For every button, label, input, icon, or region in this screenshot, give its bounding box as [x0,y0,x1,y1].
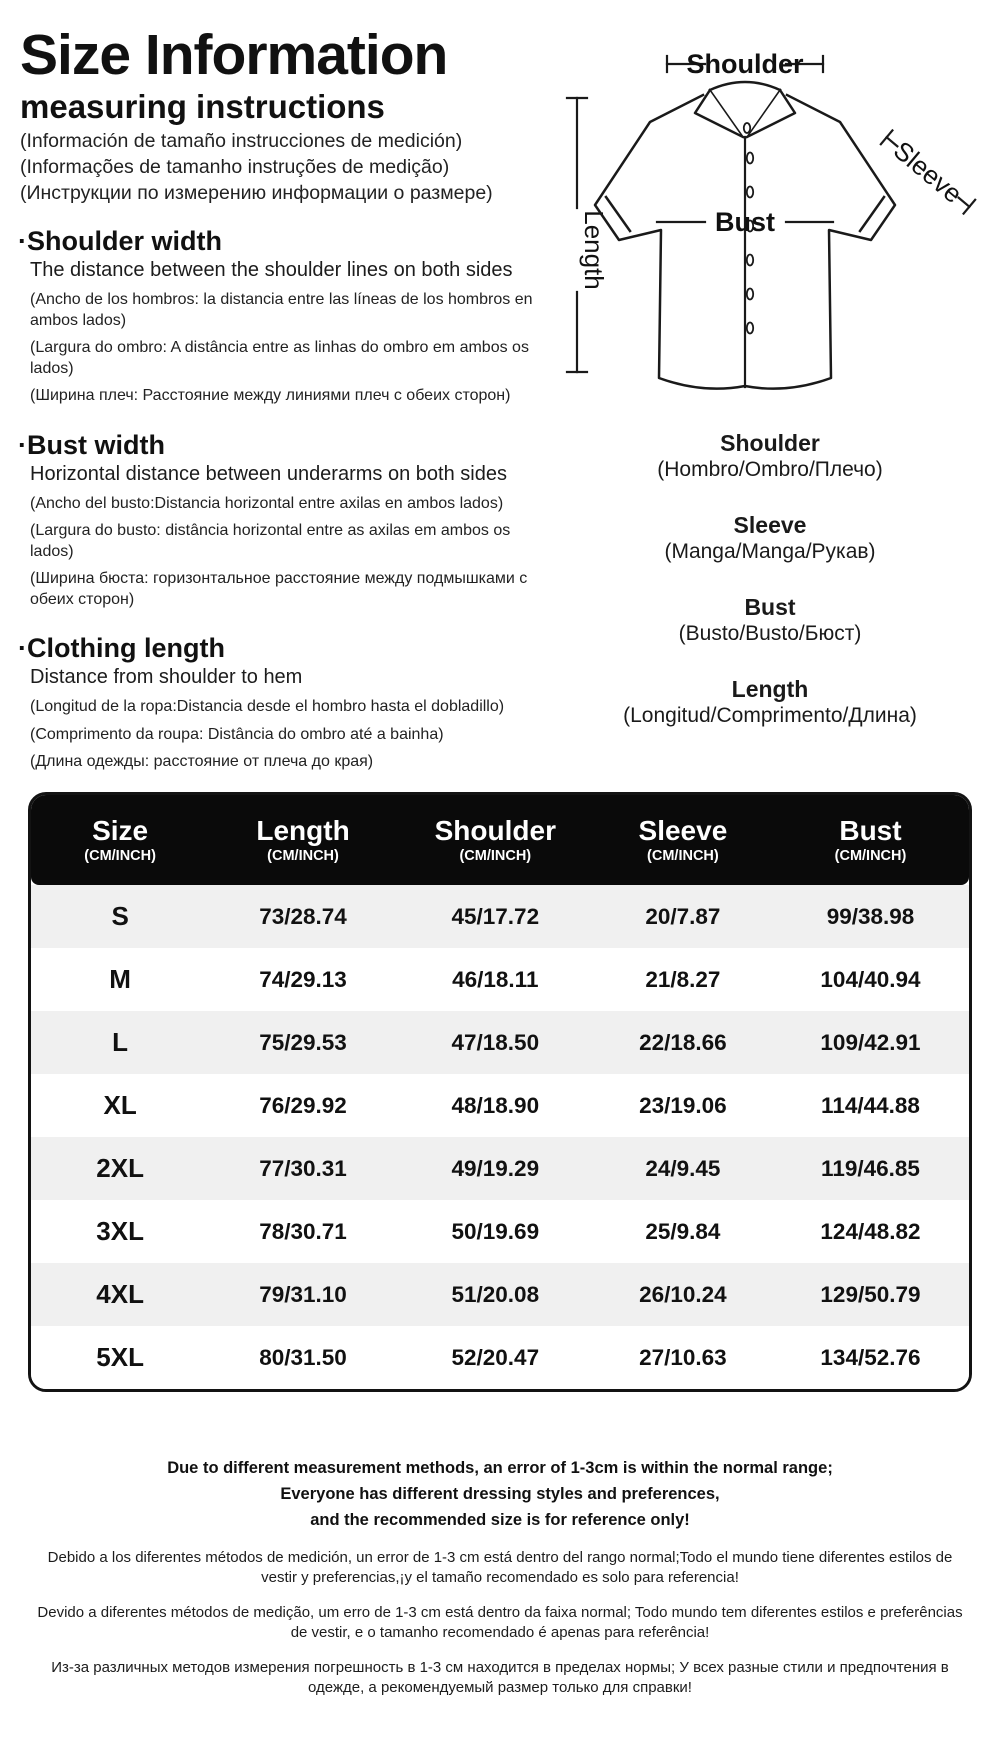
cell-bust: 124/48.82 [820,1218,921,1244]
cell-shoulder: 49/19.29 [451,1155,540,1181]
cell-shoulder: 47/18.50 [451,1029,540,1055]
table-row-s [31,885,969,948]
diagram-label-shoulder: Shoulder [686,49,804,79]
cell-length: 74/29.13 [259,966,347,992]
notice-pt: Devido a diferentes métodos de medição, um erro de 1-3 cm está dentro da faixa normal; Todo mundo tem diferentes estilos e preferências de vestir, e o tamanho recomendado é apenas para referência! [37,1604,963,1641]
column-header-size: Size (CM/INCH) [31,815,209,865]
cell-sleeve: 25/9.84 [645,1218,721,1244]
table-row-4xl [31,1263,969,1326]
column-header-bust: Bust (CM/INCH) [772,815,969,865]
cell-length: 79/31.10 [259,1281,347,1307]
section-description: Horizontal distance between underarms on both sides [30,462,507,485]
page-subtitle: measuring instructions [20,88,385,125]
cell-sleeve: 20/7.87 [645,903,721,929]
cell-bust: 99/38.98 [826,903,915,929]
bullet: · [18,226,27,256]
cell-sleeve: 22/18.66 [639,1029,727,1055]
section-translation-ru: (Длина одежды: расстояние от плеча до края) [30,753,374,770]
unit-note: (CM/INCH) [647,848,719,864]
cell-size: L [112,1027,129,1057]
legend-translation: (Hombro/Ombro/Плечо) [657,458,883,481]
table-row-m [31,948,969,1011]
cell-bust: 109/42.91 [820,1029,921,1055]
notice-ru: Из-за различных методов измерения погрешность в 1-3 см находится в пределах нормы; У всех разные стили и предпочтения в одежде, а рекомендуемый размер только для справки! [51,1659,949,1696]
cell-length: 80/31.50 [259,1344,347,1370]
cell-length: 73/28.74 [259,903,347,929]
column-header-length: Length (CM/INCH) [209,815,397,865]
cell-shoulder: 51/20.08 [451,1281,540,1307]
section-translation-es: (Longitud de la ropa:Distancia desde el hombro hasta el dobladillo) [30,698,505,715]
cell-sleeve: 27/10.63 [639,1344,727,1370]
section-shoulder-width [18,226,558,407]
measuring-sections [18,226,558,796]
cell-length: 76/29.92 [259,1092,347,1118]
table-row-2xl [31,1137,969,1200]
bullet: · [18,429,27,460]
section-clothing-length [18,633,558,773]
sleeve-bracket [877,126,979,218]
cell-size: 2XL [96,1153,144,1183]
cell-bust: 104/40.94 [820,966,921,992]
cell-length: 75/29.53 [259,1029,347,1055]
table-row-xl [31,1074,969,1137]
legend-translation: (Manga/Manga/Рукав) [664,540,876,563]
shirt-icon [545,30,995,402]
unit-note: (CM/INCH) [267,848,339,864]
cell-shoulder: 52/20.47 [451,1344,540,1370]
legend-item-shoulder [555,430,985,483]
page-title: Size Information [20,23,448,87]
table-header-row [31,795,969,885]
table-row-5xl [31,1326,969,1389]
cell-size: 4XL [96,1279,144,1309]
legend-term: Bust [744,594,796,620]
section-bust-width [18,430,558,611]
table-row-3xl [31,1200,969,1263]
cell-bust: 114/44.88 [821,1092,920,1118]
section-title: ·Shoulder width [18,226,222,256]
unit-note: (CM/INCH) [84,848,156,864]
section-translation-pt: (Largura do busto: distância horizontal entre as axilas em ambos os lados) [30,522,511,560]
column-header-sleeve: Sleeve (CM/INCH) [594,815,772,865]
section-title: ·Clothing length [18,633,225,663]
notice-en-line-2: Everyone has different dressing styles and preferences, [280,1485,720,1503]
cell-size: 5XL [96,1342,144,1372]
section-description: The distance between the shoulder lines on both sides [30,259,513,281]
diagram-label-length: Length [579,210,609,290]
cell-bust: 129/50.79 [820,1281,921,1307]
subtitle-translation-es: (Información de tamaño instrucciones de medición) [20,130,463,152]
shirt-diagram [545,30,995,402]
notice-en-line-1: Due to different measurement methods, an error of 1-3cm is within the normal range; [167,1459,833,1477]
cell-sleeve: 23/19.06 [639,1092,727,1118]
legend-term: Sleeve [733,512,807,538]
legend-term: Length [731,676,809,702]
section-translation-es: (Ancho del busto:Distancia horizontal entre axilas en ambos lados) [30,494,504,512]
diagram-legend [555,430,985,729]
section-description: Distance from shoulder to hem [30,666,303,688]
bullet: · [18,633,27,663]
legend-item-sleeve [555,512,985,565]
subtitle-translation-pt: (Informações de tamanho instruções de medição) [20,156,450,178]
legend-item-length [555,676,985,729]
unit-note: (CM/INCH) [834,848,907,864]
cell-sleeve: 26/10.24 [639,1281,727,1307]
cell-shoulder: 50/19.69 [451,1218,540,1244]
cell-size: M [109,964,131,994]
cell-sleeve: 21/8.27 [645,966,721,992]
notice-es: Debido a los diferentes métodos de medición, un error de 1-3 cm está dentro del rango normal;Todo el mundo tiene diferentes estilos de vestir y preferencias,¡y el tamaño recomendado es solo para referencia! [47,1549,953,1586]
cell-length: 77/30.31 [259,1155,347,1181]
diagram-label-bust: Bust [715,207,775,237]
notice-en-line-3: and the recommended size is for reference only! [310,1511,690,1529]
header [20,24,560,206]
cell-shoulder: 45/17.72 [451,903,540,929]
cell-size: XL [103,1090,137,1120]
unit-note: (CM/INCH) [459,848,532,864]
cell-shoulder: 46/18.11 [452,966,539,992]
section-translation-ru: (Ширина плеч: Расстояние между линиями плеч с обеих сторон) [30,387,511,404]
legend-translation: (Longitud/Comprimento/Длина) [623,704,917,727]
cell-shoulder: 48/18.90 [451,1092,540,1118]
diagram-label-sleeve: Sleeve [887,134,969,210]
size-table [28,792,972,1392]
legend-translation: (Busto/Busto/Бюст) [678,622,862,645]
section-translation-es: (Ancho de los hombros: la distancia entre las líneas de los hombros en ambos lados) [30,291,533,329]
cell-sleeve: 24/9.45 [645,1155,721,1181]
table-body [31,885,969,1389]
section-translation-ru: (Ширина бюста: горизонтальное расстояние между подмышками с обеих сторон) [30,570,528,608]
cell-length: 78/30.71 [259,1218,347,1244]
footer [30,1455,970,1698]
table-row-l [31,1011,969,1074]
cell-size: 3XL [96,1216,144,1246]
legend-term: Shoulder [720,430,820,456]
legend-item-bust [555,594,985,647]
section-translation-pt: (Largura do ombro: A distância entre as linhas do ombro em ambos os lados) [30,339,529,377]
cell-bust: 134/52.76 [820,1344,921,1370]
cell-bust: 119/46.85 [821,1155,920,1181]
cell-size: S [111,901,129,931]
section-title: ·Bust width [18,429,165,460]
column-header-shoulder: Shoulder (CM/INCH) [397,815,594,865]
subtitle-translation-ru: (Инструкции по измерению информации о размере) [20,182,493,204]
section-translation-pt: (Comprimento da roupa: Distância do ombro até a bainha) [30,725,444,743]
